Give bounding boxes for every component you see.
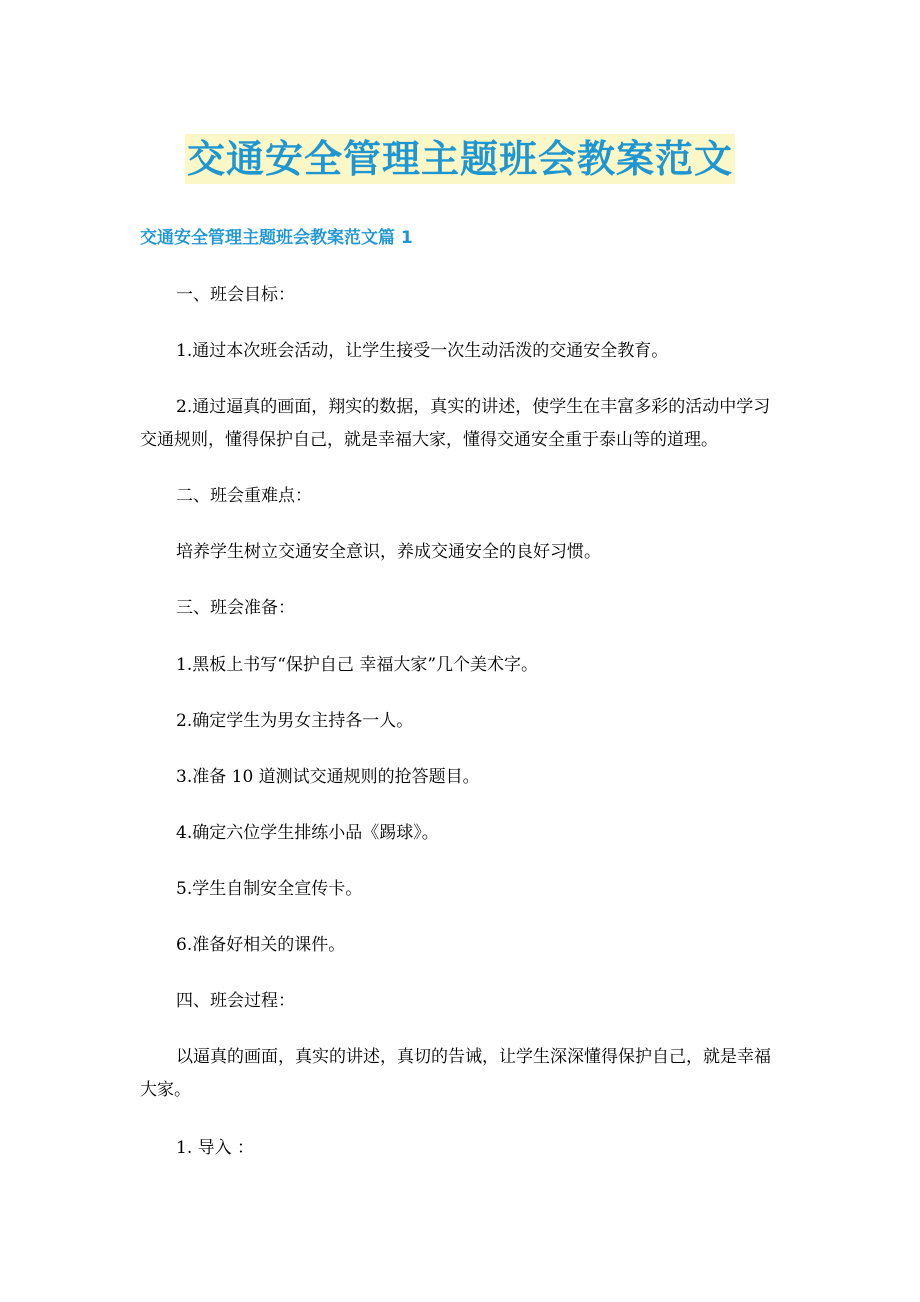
paragraph-process-heading: 四、班会过程：: [176, 991, 295, 1011]
paragraph-keypoints: 培养学生树立交通安全意识，养成交通安全的良好习惯。: [176, 542, 601, 562]
paragraph-prep-6: 6.准备好相关的课件。: [176, 935, 346, 955]
title-wrap: [0, 134, 920, 184]
paragraph-prep-4: 4.确定六位学生排练小品《踢球》。: [176, 823, 439, 843]
paragraph-prep-2: 2.确定学生为男女主持各一人。: [176, 711, 414, 731]
paragraph-prep-heading: 三、班会准备：: [176, 598, 295, 618]
paragraph-process-intro: 以逼真的画面，真实的讲述，真切的告诫，让学生深深懂得保护自己，就是幸福大家。: [140, 1047, 771, 1100]
paragraph-prep-3: 3.准备 10 道测试交通规则的抢答题目。: [176, 767, 480, 787]
paragraph-prep-1: 1.黑板上书写“保护自己 幸福大家”几个美术字。: [176, 655, 539, 675]
paragraph-goal-2: 2.通过逼真的画面，翔实的数据，真实的讲述，使学生在丰富多彩的活动中学习交通规则，懂得保护自己，就是幸福大家，懂得交通安全重于泰山等的道理。: [140, 397, 771, 450]
paragraph-step-1: 1. 导入 ：: [176, 1138, 255, 1158]
paragraph-goal-1: 1.通过本次班会活动，让学生接受一次生动活泼的交通安全教育。: [176, 341, 669, 361]
section-title: 交通安全管理主题班会教案范文篇 1: [140, 228, 413, 248]
paragraph-keypoints-heading: 二、班会重难点：: [176, 486, 312, 506]
document-title: 交通安全管理主题班会教案范文: [185, 134, 735, 184]
paragraph-prep-5: 5.学生自制安全宣传卡。: [176, 879, 363, 899]
paragraph-goals-heading: 一、班会目标：: [176, 285, 295, 305]
